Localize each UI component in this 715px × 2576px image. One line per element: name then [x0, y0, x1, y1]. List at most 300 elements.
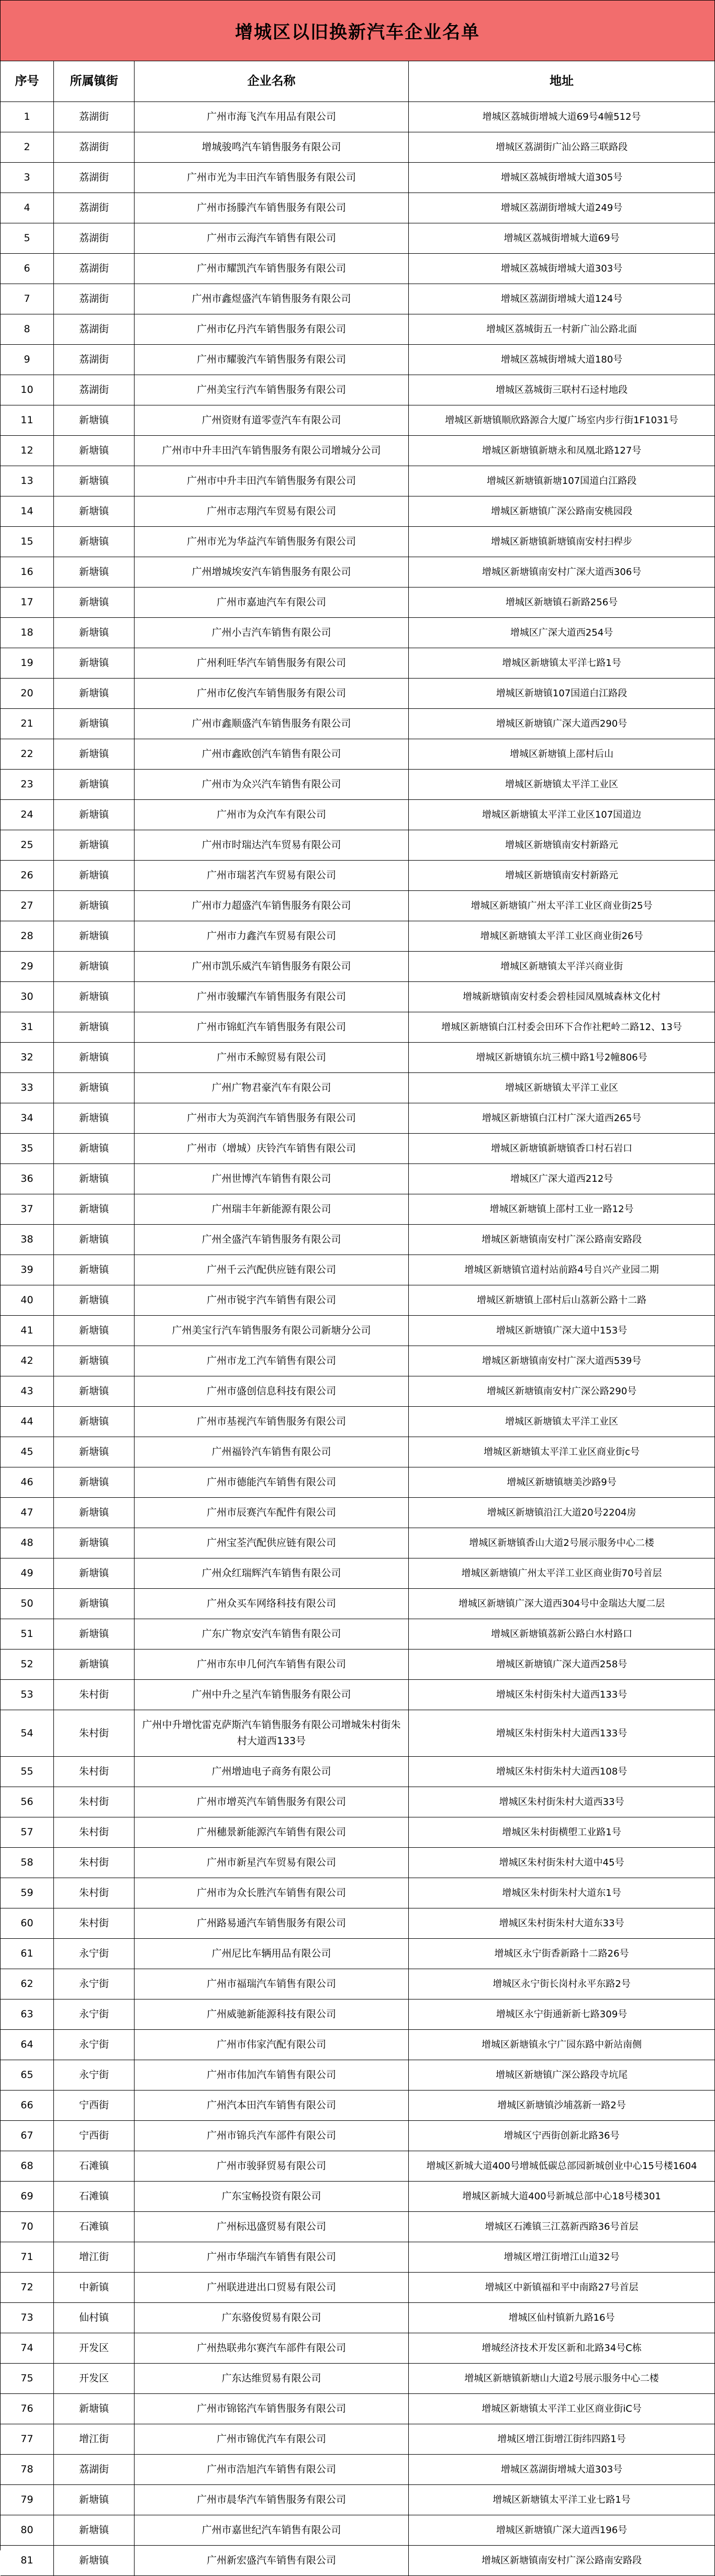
cell-no: 14: [1, 496, 54, 527]
table-row: [1, 1012, 715, 1043]
cell-no: 57: [1, 1817, 54, 1848]
cell-no: 38: [1, 1225, 54, 1255]
table-row: [1, 1043, 715, 1073]
cell-town: 石滩镇: [54, 2151, 135, 2182]
cell-town: 荔湖街: [54, 254, 135, 284]
cell-town: 新塘镇: [54, 800, 135, 830]
cell-company: 广州穗景新能源汽车销售有限公司: [135, 1817, 409, 1848]
table-row: [1, 2364, 715, 2394]
cell-address: 增城区新塘镇新塘镇南安村扫桿步: [409, 527, 715, 557]
table-row: [1, 2455, 715, 2485]
table-row: [1, 1346, 715, 1376]
cell-town: 荔湖街: [54, 2455, 135, 2485]
cell-address: 增城区新塘镇南安村广深公路南安路段: [409, 2546, 715, 2576]
cell-no: 41: [1, 1316, 54, 1346]
cell-address: 增城区新塘镇太平洋工业七路1号: [409, 2485, 715, 2515]
cell-no: 70: [1, 2212, 54, 2242]
table-row: [1, 1316, 715, 1346]
cell-address: 增城区新塘镇官道村站前路4号自兴产业园二期: [409, 1255, 715, 1285]
cell-no: 19: [1, 648, 54, 679]
cell-company: 广州市东申几何汽车销售有限公司: [135, 1649, 409, 1680]
cell-town: 永宁街: [54, 1999, 135, 2030]
cell-address: 增城区新塘镇广深大道中153号: [409, 1316, 715, 1346]
cell-town: 新塘镇: [54, 921, 135, 952]
cell-no: 9: [1, 345, 54, 375]
cell-address: 增城区朱村街横塱工业路1号: [409, 1817, 715, 1848]
cell-no: 16: [1, 557, 54, 587]
table-row: [1, 2546, 715, 2576]
cell-no: 40: [1, 1285, 54, 1316]
cell-no: 67: [1, 2121, 54, 2151]
cell-address: 增城区朱村街朱村大道东1号: [409, 1878, 715, 1908]
cell-company: 广州市锦铭汽车销售服务有限公司: [135, 2394, 409, 2424]
cell-town: 新塘镇: [54, 1316, 135, 1346]
cell-no: 80: [1, 2515, 54, 2546]
cell-company: 广州市骏耀汽车销售服务有限公司: [135, 982, 409, 1012]
cell-no: 21: [1, 709, 54, 739]
cell-company: 广州市耀凯汽车销售服务有限公司: [135, 254, 409, 284]
cell-address: 增城区新塘镇太平洋工业区商业街iC号: [409, 2394, 715, 2424]
cell-town: 永宁街: [54, 2060, 135, 2091]
cell-no: 76: [1, 2394, 54, 2424]
cell-no: 12: [1, 436, 54, 466]
cell-town: 新塘镇: [54, 405, 135, 436]
cell-company: 广州市锐宇汽车销售有限公司: [135, 1285, 409, 1316]
cell-address: 增城区新塘镇太平洋工业区: [409, 770, 715, 800]
table-row: [1, 618, 715, 648]
cell-company: 广州市禾鲸贸易有限公司: [135, 1043, 409, 1073]
table-row: [1, 436, 715, 466]
cell-no: 66: [1, 2091, 54, 2121]
cell-address: 增城区朱村街朱村大道西108号: [409, 1757, 715, 1787]
header-no: 序号: [1, 61, 54, 102]
table-row: [1, 800, 715, 830]
cell-address: 增城区新塘镇广州太平洋工业区商业街25号: [409, 891, 715, 921]
cell-company: 广东宝畅投资有限公司: [135, 2182, 409, 2212]
cell-address: 增城区中新镇福和平中南路27号首层: [409, 2273, 715, 2303]
cell-address: 增城区增江街增江街纬四路1号: [409, 2424, 715, 2455]
cell-town: 荔湖街: [54, 314, 135, 345]
cell-town: 新塘镇: [54, 679, 135, 709]
cell-company: 广州利旺华汽车销售服务有限公司: [135, 648, 409, 679]
cell-address: 增城区荔城街增城大道180号: [409, 345, 715, 375]
table-row: [1, 921, 715, 952]
cell-town: 新塘镇: [54, 1407, 135, 1437]
cell-company: 广州市亿丹汽车销售服务有限公司: [135, 314, 409, 345]
cell-town: 新塘镇: [54, 1012, 135, 1043]
cell-no: 64: [1, 2030, 54, 2060]
table-row: [1, 830, 715, 861]
cell-company: 广州热联弗尔赛汽车部件有限公司: [135, 2333, 409, 2364]
cell-company: 广东骆俊贸易有限公司: [135, 2303, 409, 2333]
cell-company: 广州市为众长胜汽车销售有限公司: [135, 1878, 409, 1908]
cell-town: 新塘镇: [54, 982, 135, 1012]
cell-town: 朱村街: [54, 1710, 135, 1757]
cell-address: 增城区新塘镇东坑三横中路1号2幢806号: [409, 1043, 715, 1073]
cell-address: 增城区新塘镇太平洋兴商业街: [409, 952, 715, 982]
cell-town: 朱村街: [54, 1878, 135, 1908]
table-row: [1, 1407, 715, 1437]
cell-no: 43: [1, 1376, 54, 1407]
table-row: [1, 679, 715, 709]
cell-no: 42: [1, 1346, 54, 1376]
cell-no: 51: [1, 1619, 54, 1649]
table-row: [1, 1589, 715, 1619]
cell-no: 2: [1, 132, 54, 163]
cell-town: 新塘镇: [54, 1437, 135, 1467]
cell-no: 72: [1, 2273, 54, 2303]
table-row: [1, 284, 715, 314]
cell-no: 69: [1, 2182, 54, 2212]
table-row: [1, 1969, 715, 1999]
cell-address: 增城区增江街增江山道32号: [409, 2242, 715, 2273]
cell-company: 广州市嘉世纪汽车销售有限公司: [135, 2515, 409, 2546]
cell-address: 增城区石滩镇三江荔新西路36号首层: [409, 2212, 715, 2242]
cell-company: 广州市亿俊汽车销售服务有限公司: [135, 679, 409, 709]
cell-town: 朱村街: [54, 1817, 135, 1848]
cell-address: 增城区朱村街朱村大道西133号: [409, 1710, 715, 1757]
cell-town: 朱村街: [54, 1757, 135, 1787]
table-row: [1, 770, 715, 800]
table-row: [1, 1134, 715, 1164]
table-row: [1, 466, 715, 496]
cell-town: 朱村街: [54, 1848, 135, 1878]
cell-no: 35: [1, 1134, 54, 1164]
cell-company: 广州新宏盛汽车销售有限公司: [135, 2546, 409, 2576]
cell-no: 4: [1, 193, 54, 223]
cell-no: 29: [1, 952, 54, 982]
cell-address: 增城区新塘镇永宁广园东路中新站南侧: [409, 2030, 715, 2060]
cell-town: 新塘镇: [54, 1346, 135, 1376]
cell-company: 广州小吉汽车销售有限公司: [135, 618, 409, 648]
cell-no: 18: [1, 618, 54, 648]
cell-company: 广州尼比车辆用品有限公司: [135, 1939, 409, 1969]
cell-company: 广东达维贸易有限公司: [135, 2364, 409, 2394]
cell-address: 增城区新塘镇南安村广深公路南安路段: [409, 1225, 715, 1255]
cell-address: 增城区荔城街增城大道303号: [409, 254, 715, 284]
cell-town: 荔湖街: [54, 193, 135, 223]
cell-town: 新塘镇: [54, 891, 135, 921]
table-row: [1, 102, 715, 132]
cell-address: 增城区新塘镇沿江大道20号2204房: [409, 1498, 715, 1528]
table-row: [1, 2151, 715, 2182]
cell-town: 新塘镇: [54, 618, 135, 648]
cell-town: 新塘镇: [54, 830, 135, 861]
table-row: [1, 557, 715, 587]
cell-company: 广州市海飞汽车用品有限公司: [135, 102, 409, 132]
cell-address: 增城区广深大道西212号: [409, 1164, 715, 1194]
cell-town: 新塘镇: [54, 2546, 135, 2576]
cell-town: 新塘镇: [54, 2485, 135, 2515]
table-row: [1, 254, 715, 284]
cell-address: 增城区新塘镇新塘镇香口村石岩口: [409, 1134, 715, 1164]
table-row: [1, 2212, 715, 2242]
cell-town: 新塘镇: [54, 527, 135, 557]
table-row: [1, 2485, 715, 2515]
table-row: [1, 709, 715, 739]
cell-town: 荔湖街: [54, 345, 135, 375]
cell-town: 新塘镇: [54, 739, 135, 770]
cell-town: 朱村街: [54, 1787, 135, 1817]
cell-town: 新塘镇: [54, 2515, 135, 2546]
cell-no: 60: [1, 1908, 54, 1939]
cell-town: 新塘镇: [54, 1073, 135, 1103]
cell-town: 石滩镇: [54, 2212, 135, 2242]
cell-address: 增城区荔城街五一村新广汕公路北面: [409, 314, 715, 345]
cell-town: 荔湖街: [54, 375, 135, 405]
cell-company: 广州市伟家汽配有限公司: [135, 2030, 409, 2060]
table-row: [1, 2333, 715, 2364]
cell-no: 23: [1, 770, 54, 800]
cell-address: 增城区新塘镇新塘山大道2号展示服务中心二楼: [409, 2364, 715, 2394]
table-row: [1, 1498, 715, 1528]
table-body: [1, 102, 715, 2576]
cell-town: 新塘镇: [54, 1589, 135, 1619]
cell-town: 荔湖街: [54, 163, 135, 193]
cell-no: 27: [1, 891, 54, 921]
cell-town: 新塘镇: [54, 587, 135, 618]
cell-no: 65: [1, 2060, 54, 2091]
cell-no: 50: [1, 1589, 54, 1619]
cell-town: 永宁街: [54, 1969, 135, 1999]
cell-address: 增城区新塘镇南安村广深大道西306号: [409, 557, 715, 587]
table-row: [1, 1908, 715, 1939]
cell-town: 永宁街: [54, 1939, 135, 1969]
cell-no: 56: [1, 1787, 54, 1817]
cell-town: 开发区: [54, 2364, 135, 2394]
cell-town: 仙村镇: [54, 2303, 135, 2333]
cell-address: 增城区新塘镇顺欣路源合大厦广场室内步行街1F1031号: [409, 405, 715, 436]
cell-company: 广州市骏驿贸易有限公司: [135, 2151, 409, 2182]
table-row: [1, 1619, 715, 1649]
cell-no: 5: [1, 223, 54, 254]
cell-no: 61: [1, 1939, 54, 1969]
cell-address: 增城区广深大道西254号: [409, 618, 715, 648]
cell-company: 广州汽本田汽车销售有限公司: [135, 2091, 409, 2121]
cell-town: 荔湖街: [54, 223, 135, 254]
cell-company: 广州威驰新能源科技有限公司: [135, 1999, 409, 2030]
cell-address: 增城区永宁街通新新七路309号: [409, 1999, 715, 2030]
cell-town: 新塘镇: [54, 1558, 135, 1589]
cell-company: 广州市力鑫汽车贸易有限公司: [135, 921, 409, 952]
cell-town: 宁西街: [54, 2091, 135, 2121]
cell-no: 3: [1, 163, 54, 193]
cell-company: 广州市中升丰田汽车销售服务有限公司增城分公司: [135, 436, 409, 466]
cell-no: 62: [1, 1969, 54, 1999]
cell-address: 增城区新塘镇广深大道西258号: [409, 1649, 715, 1680]
cell-town: 新塘镇: [54, 2394, 135, 2424]
cell-company: 广州千云汽配供应链有限公司: [135, 1255, 409, 1285]
cell-address: 增城区新塘镇新塘107国道白江路段: [409, 466, 715, 496]
table-row: [1, 1848, 715, 1878]
table-row: [1, 648, 715, 679]
cell-no: 11: [1, 405, 54, 436]
cell-town: 荔湖街: [54, 102, 135, 132]
cell-no: 81: [1, 2546, 54, 2576]
cell-address: 增城区新塘镇上邵村后山: [409, 739, 715, 770]
cell-company: 广州市锦虹汽车销售服务有限公司: [135, 1012, 409, 1043]
cell-no: 1: [1, 102, 54, 132]
cell-no: 68: [1, 2151, 54, 2182]
cell-town: 新塘镇: [54, 1043, 135, 1073]
cell-company: 广东广物京安汽车销售有限公司: [135, 1619, 409, 1649]
cell-no: 28: [1, 921, 54, 952]
cell-no: 8: [1, 314, 54, 345]
cell-town: 朱村街: [54, 1680, 135, 1710]
table-row: [1, 1999, 715, 2030]
cell-no: 34: [1, 1103, 54, 1134]
cell-no: 6: [1, 254, 54, 284]
cell-company: 广州市云海汽车销售有限公司: [135, 223, 409, 254]
cell-address: 增城区新塘镇荔新公路白水村路口: [409, 1619, 715, 1649]
cell-address: 增城区新塘镇白江村委会田环下合作社粑岭二路12、13号: [409, 1012, 715, 1043]
cell-town: 新塘镇: [54, 952, 135, 982]
cell-town: 宁西街: [54, 2121, 135, 2151]
cell-town: 新塘镇: [54, 557, 135, 587]
cell-town: 新塘镇: [54, 1194, 135, 1225]
cell-address: 增城区永宁街长岗村永平东路2号: [409, 1969, 715, 1999]
cell-no: 59: [1, 1878, 54, 1908]
table-row: [1, 1757, 715, 1787]
cell-no: 47: [1, 1498, 54, 1528]
header-company: 企业名称: [135, 61, 409, 102]
cell-town: 新塘镇: [54, 436, 135, 466]
cell-no: 13: [1, 466, 54, 496]
cell-no: 52: [1, 1649, 54, 1680]
table-row: [1, 2424, 715, 2455]
cell-town: 增江街: [54, 2242, 135, 2273]
cell-no: 63: [1, 1999, 54, 2030]
cell-town: 新塘镇: [54, 1498, 135, 1528]
cell-no: 36: [1, 1164, 54, 1194]
table-row: [1, 1285, 715, 1316]
cell-no: 10: [1, 375, 54, 405]
cell-town: 增江街: [54, 2424, 135, 2455]
cell-no: 49: [1, 1558, 54, 1589]
cell-address: 增城区荔城街三联村石迳村地段: [409, 375, 715, 405]
cell-company: 广州市嘉迪汽车有限公司: [135, 587, 409, 618]
cell-address: 增城区新塘镇白江村广深大道西265号: [409, 1103, 715, 1134]
cell-address: 增城区朱村街朱村大道西33号: [409, 1787, 715, 1817]
cell-company: 广州宝荃汽配供应链有限公司: [135, 1528, 409, 1558]
cell-company: 广州市时瑞达汽车贸易有限公司: [135, 830, 409, 861]
cell-company: 广州增迪电子商务有限公司: [135, 1757, 409, 1787]
cell-address: 增城区朱村街朱村大道西133号: [409, 1680, 715, 1710]
table-row: [1, 1073, 715, 1103]
cell-no: 78: [1, 2455, 54, 2485]
table-row: [1, 345, 715, 375]
cell-town: 新塘镇: [54, 648, 135, 679]
cell-address: 增城区新塘镇南安村广深公路290号: [409, 1376, 715, 1407]
cell-no: 77: [1, 2424, 54, 2455]
cell-town: 新塘镇: [54, 1619, 135, 1649]
cell-company: 广州瑞丰年新能源有限公司: [135, 1194, 409, 1225]
table-row: [1, 587, 715, 618]
cell-no: 54: [1, 1710, 54, 1757]
cell-company: 广州全盛汽车销售服务有限公司: [135, 1225, 409, 1255]
cell-address: 增城区新城大道400号新城总部中心18号楼301: [409, 2182, 715, 2212]
cell-company: 广州市锦兵汽车部件有限公司: [135, 2121, 409, 2151]
cell-company: 广州中升增忱雷克萨斯汽车销售服务有限公司增城朱村街朱村大道西133号: [135, 1710, 409, 1757]
cell-company: 广州路易通汽车销售服务有限公司: [135, 1908, 409, 1939]
table-row: [1, 982, 715, 1012]
cell-company: 广州市华瑞汽车销售有限公司: [135, 2242, 409, 2273]
cell-company: 广州众红瑞辉汽车销售有限公司: [135, 1558, 409, 1589]
cell-no: 55: [1, 1757, 54, 1787]
table-row: [1, 2394, 715, 2424]
cell-address: 增城区新塘镇太平洋工业区107国道边: [409, 800, 715, 830]
cell-town: 新塘镇: [54, 1285, 135, 1316]
cell-town: 新塘镇: [54, 1103, 135, 1134]
cell-company: 广州众买车网络科技有限公司: [135, 1589, 409, 1619]
cell-company: 广州市龙工汽车销售有限公司: [135, 1346, 409, 1376]
table-row: [1, 163, 715, 193]
cell-address: 增城新塘镇南安村委会碧桂园凤凰城森林文化村: [409, 982, 715, 1012]
table-row: [1, 2121, 715, 2151]
cell-no: 75: [1, 2364, 54, 2394]
cell-address: 增城区新塘镇广深大道西304号中金瑞达大厦二层: [409, 1589, 715, 1619]
table-row: [1, 861, 715, 891]
cell-company: 广州市为众兴汽车销售有限公司: [135, 770, 409, 800]
cell-company: 广州市（增城）庆铃汽车销售有限公司: [135, 1134, 409, 1164]
cell-company: 广州美宝行汽车销售服务有限公司新塘分公司: [135, 1316, 409, 1346]
table-row: [1, 739, 715, 770]
cell-address: 增城区荔湖街增城大道249号: [409, 193, 715, 223]
cell-no: 20: [1, 679, 54, 709]
cell-company: 广州市新星汽车贸易有限公司: [135, 1848, 409, 1878]
cell-company: 广州市增英汽车销售服务有限公司: [135, 1787, 409, 1817]
table-row: [1, 1467, 715, 1498]
table-row: [1, 1649, 715, 1680]
cell-address: 增城区新城大道400号增城低碳总部园新城创业中心15号楼1604: [409, 2151, 715, 2182]
cell-company: 广州世博汽车销售有限公司: [135, 1164, 409, 1194]
header-town: 所属镇街: [54, 61, 135, 102]
table-row: [1, 314, 715, 345]
cell-no: 46: [1, 1467, 54, 1498]
cell-address: 增城区新塘镇广深公路段寺坑尾: [409, 2060, 715, 2091]
cell-address: 增城区新塘镇沙埔荔新一路2号: [409, 2091, 715, 2121]
cell-company: 广州市大为英润汽车销售服务有限公司: [135, 1103, 409, 1134]
cell-town: 石滩镇: [54, 2182, 135, 2212]
cell-town: 新塘镇: [54, 1164, 135, 1194]
cell-address: 增城区荔城街增城大道69号: [409, 223, 715, 254]
cell-no: 44: [1, 1407, 54, 1437]
cell-no: 45: [1, 1437, 54, 1467]
cell-town: 新塘镇: [54, 1134, 135, 1164]
cell-town: 新塘镇: [54, 861, 135, 891]
cell-address: 增城区荔城街增城大道69号4幢512号: [409, 102, 715, 132]
cell-address: 增城区新塘镇塘美沙路9号: [409, 1467, 715, 1498]
table-row: [1, 375, 715, 405]
table-row: [1, 2273, 715, 2303]
cell-company: 广州市伟加汽车销售有限公司: [135, 2060, 409, 2091]
cell-company: 广州增城埃安汽车销售服务有限公司: [135, 557, 409, 587]
sheet-title: 增城区以旧换新汽车企业名单: [1, 1, 715, 61]
cell-address: 增城区新塘镇广深公路南安桃园段: [409, 496, 715, 527]
cell-no: 24: [1, 800, 54, 830]
cell-company: 广州市扬滕汽车销售服务有限公司: [135, 193, 409, 223]
cell-no: 25: [1, 830, 54, 861]
cell-address: 增城区新塘镇太平洋工业区商业街c号: [409, 1437, 715, 1467]
cell-no: 31: [1, 1012, 54, 1043]
cell-address: 增城区新塘镇太平洋工业区: [409, 1407, 715, 1437]
table-row: [1, 2182, 715, 2212]
table-row: [1, 1376, 715, 1407]
cell-address: 增城区新塘镇广深大道西196号: [409, 2515, 715, 2546]
table-row: [1, 2242, 715, 2273]
table-row: [1, 1103, 715, 1134]
cell-company: 广州市晨华汽车销售服务有限公司: [135, 2485, 409, 2515]
